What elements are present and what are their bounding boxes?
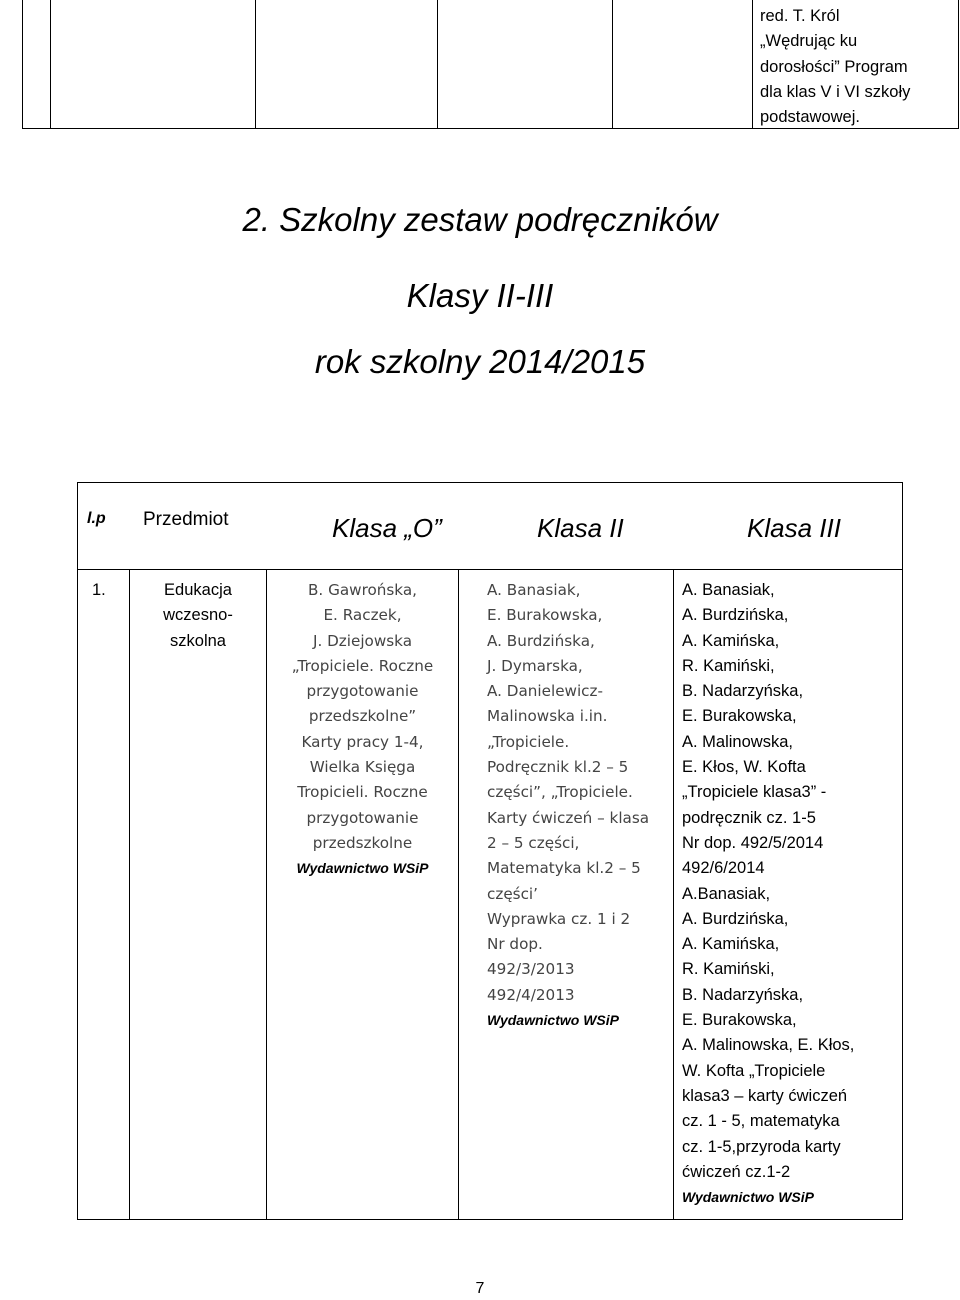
klasa-ii-line: Karty ćwiczeń – klasa <box>487 808 650 827</box>
klasa-ii-line: A. Banasiak, <box>487 581 581 599</box>
row-klasa-ii <box>487 578 667 1033</box>
subject-line: szkolna <box>170 631 226 650</box>
klasa-iii-line: 492/6/2014 <box>682 859 765 878</box>
klasa-ii-line: Nr dop. <box>487 935 543 954</box>
klasa-o-line: E. Raczek, <box>323 606 402 625</box>
klasa-o-line: przygotowanie <box>306 682 419 701</box>
row-klasa-iii <box>682 578 900 1210</box>
klasa-iii-line: Nr dop. 492/5/2014 <box>682 833 824 852</box>
klasa-iii-line: E. Burakowska, <box>682 1011 797 1030</box>
top-cell-line: dla klas V i VI szkoły <box>760 82 911 101</box>
top-cell-line: „Wędrując ku <box>760 32 858 51</box>
header-lp: l.p <box>87 510 106 527</box>
header-klasa-iii: Klasa III <box>747 513 841 543</box>
klasa-iii-line: A. Burdzińska, <box>682 909 789 928</box>
klasa-ii-line: Matematyka kl.2 – 5 <box>487 859 641 878</box>
klasa-ii-line: Podręcznik kl.2 – 5 <box>487 758 629 777</box>
header-klasa-ii: Klasa II <box>537 513 624 543</box>
klasa-ii-line: części’ <box>487 884 538 903</box>
klasa-o-line: przygotowanie <box>306 808 419 827</box>
klasa-o-line: przedszkolne” <box>308 707 417 726</box>
top-cell-line: red. T. Król <box>760 7 840 25</box>
klasa-iii-line: ćwiczeń cz.1-2 <box>682 1162 791 1181</box>
top-cell-line: dorosłości” Program <box>760 57 908 76</box>
subject-line: wczesno- <box>163 606 233 625</box>
klasa-ii-line: A. Burdzińska, <box>487 631 595 650</box>
klasa-iii-line: R. Kamiński, <box>682 960 775 979</box>
klasa-iii-line: A. Kamińska, <box>682 935 780 954</box>
klasa-o-line: Karty pracy 1-4, <box>301 732 424 751</box>
klasa-iii-line: A. Burdzińska, <box>682 606 789 625</box>
klasa-ii-publisher: Wydawnictwo WSiP <box>487 1012 619 1029</box>
klasa-ii-line: A. Danielewicz- <box>487 682 603 701</box>
klasa-ii-line: 492/4/2013 <box>487 985 575 1004</box>
page-number: 7 <box>475 1280 485 1297</box>
klasa-ii-line: J. Dymarska, <box>487 656 583 675</box>
subject-line: Edukacja <box>164 581 232 599</box>
klasa-o-line: Tropicieli. Roczne <box>297 783 428 802</box>
klasa-iii-line: „Tropiciele klasa3” - <box>682 783 827 802</box>
klasa-iii-line: R. Kamiński, <box>682 656 775 675</box>
klasa-iii-line: A.Banasiak, <box>682 884 771 903</box>
header-klasa-o: Klasa „O” <box>332 513 442 543</box>
top-cell-text <box>760 4 956 130</box>
klasa-o-line: B. Gawrońska, <box>308 581 417 599</box>
row-lp: 1. <box>92 581 106 599</box>
klasa-o-line: Wielka Księga <box>309 758 416 777</box>
klasa-ii-line: 492/3/2013 <box>487 960 575 979</box>
klasa-ii-line: Wyprawka cz. 1 i 2 <box>487 909 631 928</box>
klasa-o-publisher: Wydawnictwo WSiP <box>296 860 429 877</box>
klasa-iii-line: podręcznik cz. 1-5 <box>682 808 816 827</box>
classes-title: Klasy II-III <box>406 277 554 314</box>
row-subject <box>130 578 266 654</box>
klasa-iii-line: cz. 1 - 5, matematyka <box>682 1112 840 1131</box>
klasa-ii-line: Malinowska i.in. <box>487 707 608 726</box>
klasa-iii-line: B. Nadarzyńska, <box>682 682 804 701</box>
row-klasa-o <box>267 578 458 882</box>
klasa-iii-line: E. Burakowska, <box>682 707 797 726</box>
klasa-ii-line: części”, „Tropiciele. <box>487 783 633 802</box>
klasa-ii-line: „Tropiciele. <box>487 732 570 751</box>
klasa-iii-line: A. Banasiak, <box>682 581 775 599</box>
klasa-o-line: „Tropiciele. Roczne <box>291 656 434 675</box>
header-subject: Przedmiot <box>143 509 229 530</box>
klasa-iii-line: klasa3 – karty ćwiczeń <box>682 1086 848 1105</box>
klasa-iii-line: E. Kłos, W. Kofta <box>682 758 806 777</box>
klasa-ii-line: E. Burakowska, <box>487 606 603 625</box>
klasa-iii-line: A. Kamińska, <box>682 631 780 650</box>
klasa-iii-line: B. Nadarzyńska, <box>682 985 804 1004</box>
klasa-iii-line: W. Kofta „Tropiciele <box>682 1061 826 1080</box>
klasa-iii-line: A. Malinowska, E. Kłos, <box>682 1036 855 1055</box>
section-title: 2. Szkolny zestaw podręczników <box>242 201 718 238</box>
klasa-o-line: przedszkolne <box>312 833 413 852</box>
klasa-iii-publisher: Wydawnictwo WSiP <box>682 1189 814 1206</box>
klasa-ii-line: 2 – 5 części, <box>487 833 580 852</box>
top-cell-line: podstawowej. <box>760 108 860 127</box>
klasa-iii-line: A. Malinowska, <box>682 732 793 751</box>
school-year-title: rok szkolny 2014/2015 <box>314 343 646 380</box>
klasa-o-line: J. Dziejowska <box>312 631 413 650</box>
klasa-iii-line: cz. 1-5,przyroda karty <box>682 1137 841 1156</box>
